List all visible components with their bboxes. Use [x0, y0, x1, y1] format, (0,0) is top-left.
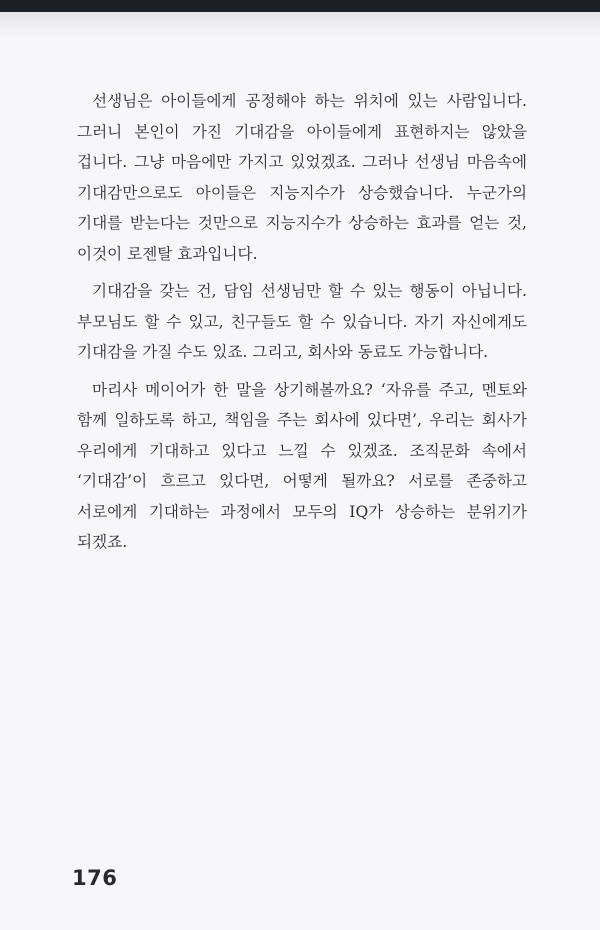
page-top-edge: [0, 0, 600, 12]
body-text: [77, 86, 527, 565]
paragraph-1: 선생님은 아이들에게 공정해야 하는 위치에 있는 사람입니다. 그러니 본인이 가진 기대감을 아이들에게 표현하지는 않았을 겁니다. 그냥 마음에만 가지고 있었겠죠. 그러나 선생님 마음속에 기대감만으로도 아이들은 지능지수가 상승했습니다. 누군가의 기대를 받는다는 것만으로 지능지수가 상승하는 효과를 얻는 것, 이것이 로젠탈 효과입니다.: [77, 92, 527, 263]
page-top-shadow: [0, 12, 600, 38]
page-number: 176: [72, 866, 118, 890]
paragraph-2: 기대감을 갖는 건, 담임 선생님만 할 수 있는 행동이 아닙니다. 부모님도 할 수 있고, 친구들도 할 수 있습니다. 자기 자신에게도 기대감을 가질 수도 있죠. 그리고, 회사와 동료도 가능합니다.: [77, 282, 527, 361]
paragraph-3: 마리사 메이어가 한 말을 상기해볼까요? ‘자유를 주고, 멘토와 함께 일하도록 하고, 책임을 주는 회사에 있다면’, 우리는 회사가 우리에게 기대하고 있다고 느낄 수 있겠죠. 조직문화 속에서 ‘기대감’이 흐르고 있다면, 어떻게 될까요? 서로를 존중하고 서로에게 기대하는 과정에서 모두의 IQ가 상승하는 분위기가 되겠죠.: [77, 380, 527, 551]
